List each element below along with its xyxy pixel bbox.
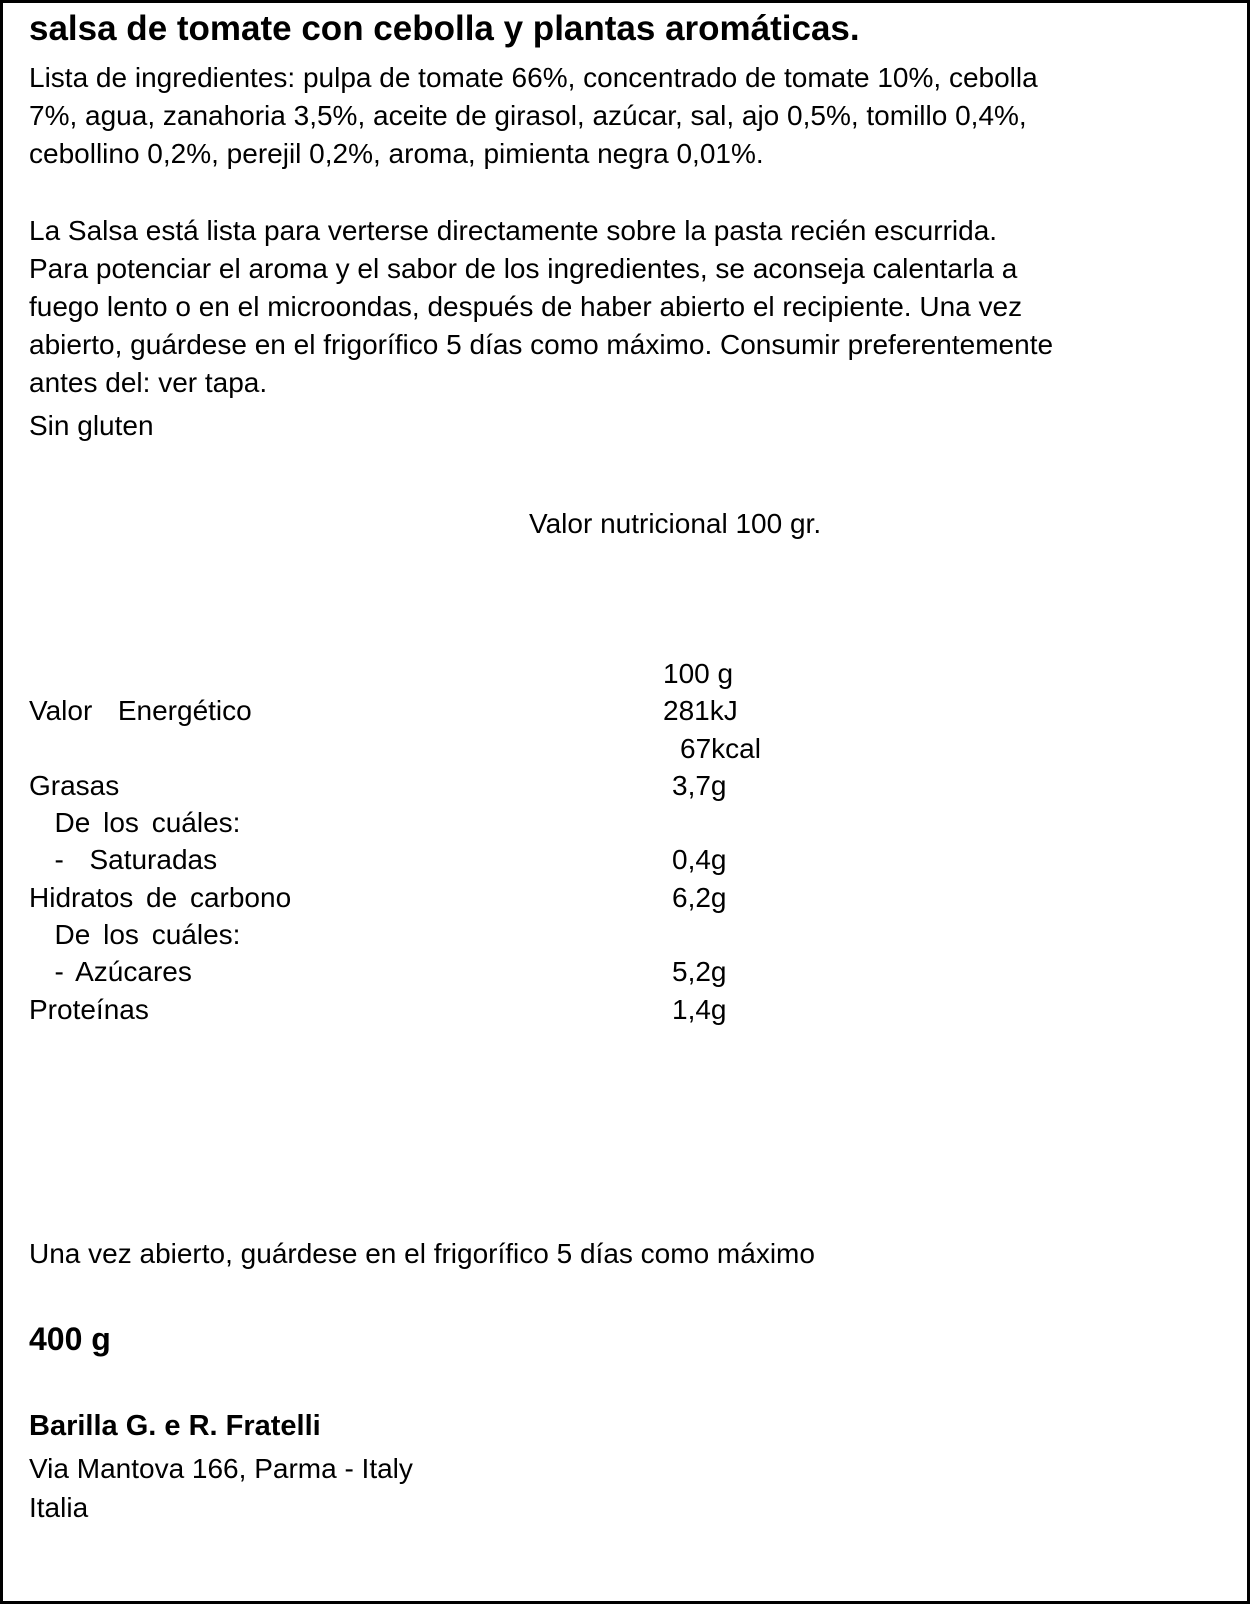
instructions-line: abierto, guárdese en el frigorífico 5 días como máximo. Consumir preferentemente [29, 329, 1054, 360]
nutrition-value: 281kJ [663, 695, 738, 727]
gluten-free-note [29, 407, 154, 445]
nutrition-row [29, 767, 929, 804]
nutrition-value: 100 g [663, 658, 734, 689]
ingredients-paragraph [29, 59, 1038, 173]
nutrition-row [29, 841, 929, 878]
nutrition-heading: Valor nutricional 100 gr. [529, 508, 822, 539]
nutrition-label: Valor Energético [29, 695, 252, 727]
instructions-line: Para potenciar el aroma y el sabor de los ingredientes, se aconseja calentarla a [29, 253, 1018, 284]
nutrition-row [29, 692, 929, 729]
nutrition-value: 5,2g [672, 956, 727, 988]
nutrition-row [29, 655, 929, 692]
nutrition-label: De los cuáles: [29, 807, 241, 839]
instructions-line: La Salsa está lista para verterse directamente sobre la pasta recién escurrida. [29, 215, 998, 246]
nutrition-label: Hidratos de carbono [29, 881, 292, 913]
nutrition-label: - Saturadas [29, 844, 218, 876]
product-title: salsa de tomate con cebolla y plantas aromáticas. [29, 9, 860, 48]
nutrition-label: Grasas [29, 769, 120, 801]
storage-note: Una vez abierto, guárdese en el frigorífico 5 días como máximo [29, 1238, 815, 1269]
company-address [29, 1449, 413, 1527]
net-weight: 400 g [29, 1321, 111, 1357]
instructions-paragraph [29, 212, 1053, 402]
nutrition-label: - Azúcares [29, 956, 192, 988]
instructions-line: antes del: ver tapa. [29, 367, 268, 398]
nutrition-value: 1,4g [672, 993, 727, 1025]
company-name: Barilla G. e R. Fratelli [29, 1410, 321, 1442]
gluten-free-text: Sin gluten [29, 410, 154, 441]
nutrition-row [29, 953, 929, 990]
nutrition-label: De los cuáles: [29, 919, 241, 951]
instructions-line: fuego lento o en el microondas, después de haber abierto el recipiente. Una vez [29, 291, 1023, 322]
ingredients-line: 7%, agua, zanahoria 3,5%, aceite de girasol, azúcar, sal, ajo 0,5%, tomillo 0,4%, [29, 100, 1027, 131]
nutrition-value: 6,2g [672, 881, 727, 913]
nutrition-table [29, 655, 929, 1028]
address-line: Via Mantova 166, Parma - Italy [29, 1453, 413, 1484]
nutrition-row [29, 991, 929, 1028]
ingredients-line: Lista de ingredientes: pulpa de tomate 66%, concentrado de tomate 10%, cebolla [29, 62, 1038, 93]
nutrition-value: 67kcal [680, 732, 761, 764]
nutrition-row [29, 730, 929, 767]
nutrition-row [29, 916, 929, 953]
nutrition-label: Proteínas [29, 993, 149, 1025]
address-line: Italia [29, 1492, 89, 1523]
ingredients-line: cebollino 0,2%, perejil 0,2%, aroma, pimienta negra 0,01%. [29, 138, 764, 169]
nutrition-row [29, 804, 929, 841]
nutrition-value: 0,4g [672, 844, 727, 876]
nutrition-row [29, 879, 929, 916]
nutrition-value: 3,7g [672, 769, 727, 801]
